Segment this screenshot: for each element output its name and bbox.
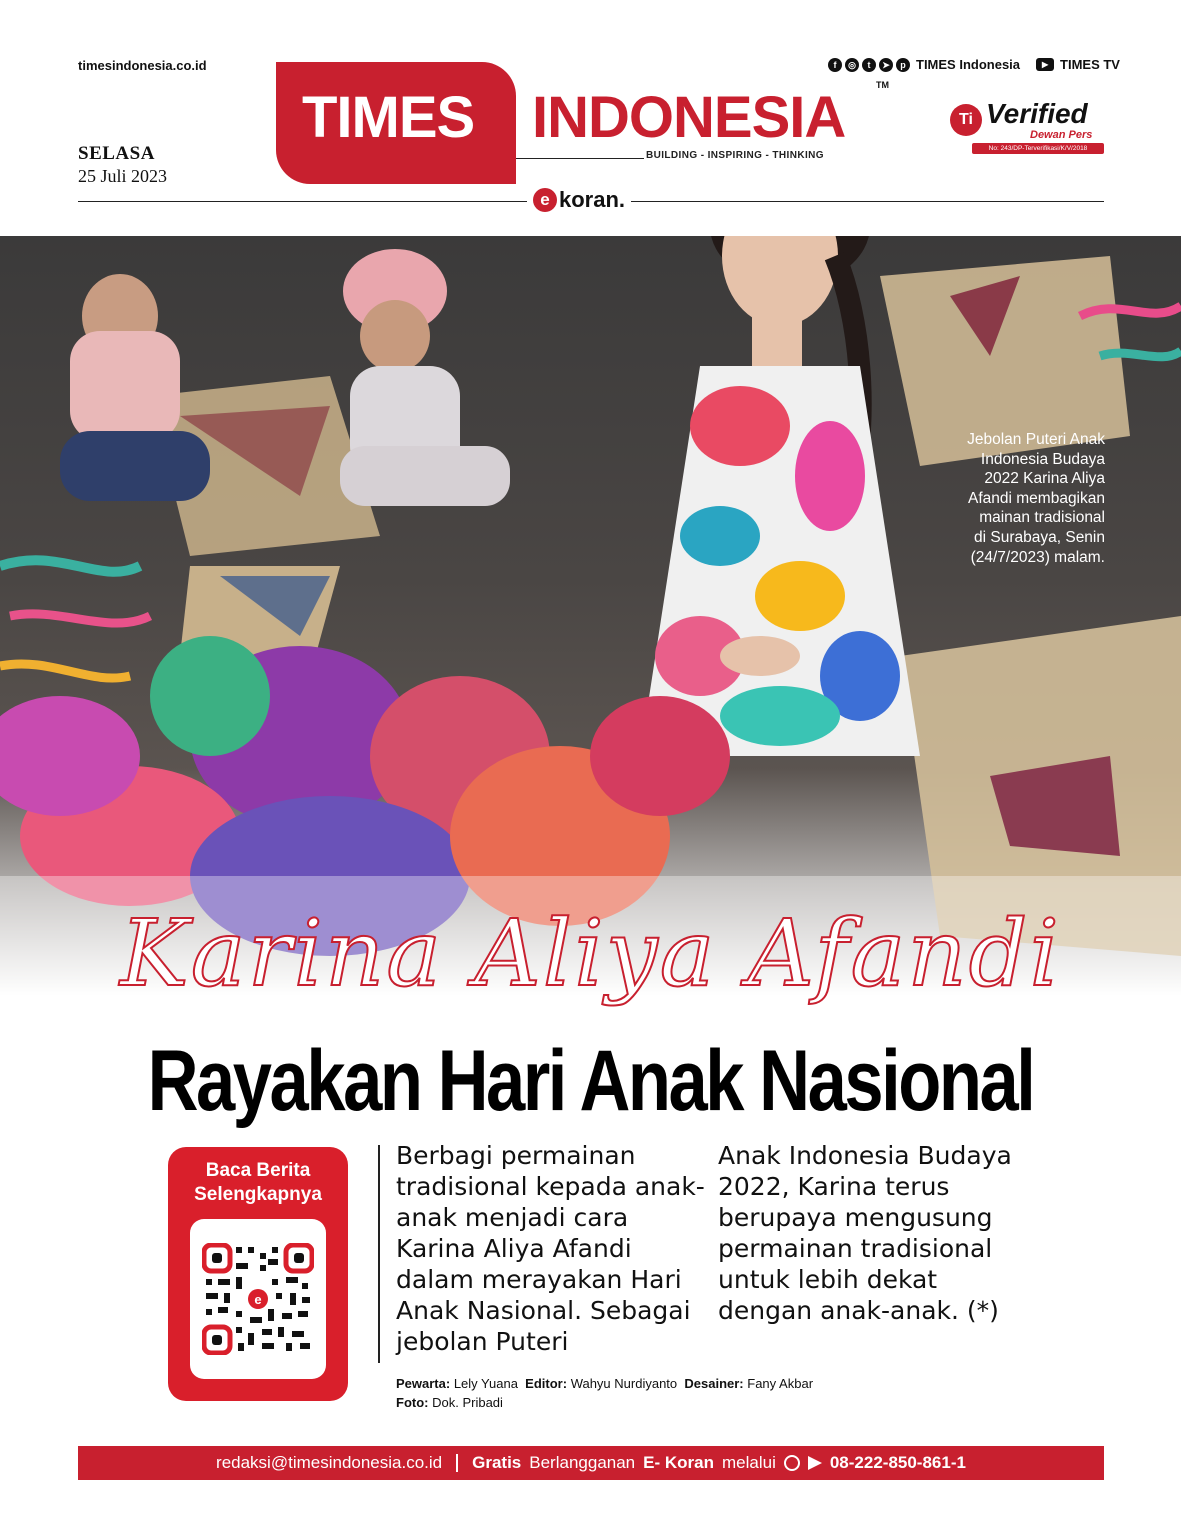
desainer-label: Desainer:: [684, 1376, 744, 1391]
credits-line-2: [396, 1393, 813, 1412]
date-day: SELASA: [78, 143, 155, 164]
credits-line-1: [396, 1374, 813, 1393]
verified-ti-icon: Ti: [950, 104, 982, 136]
foto-label: Foto:: [396, 1395, 429, 1410]
verified-badge: [948, 100, 1108, 156]
date-full: 25 Juli 2023: [78, 166, 168, 186]
footer-separator: [456, 1454, 458, 1472]
footer-berlangganan: Berlangganan: [529, 1453, 636, 1472]
telegram-icon[interactable]: [808, 1456, 822, 1470]
article-column-1: Berbagi permainan tradisional kepada anak-anak menjadi cara Karina Aliya Afandi dalam merayakan Hari Anak Nasional. Sebagai jebolan Puteri: [396, 1141, 705, 1356]
ekoran-e-icon: e: [533, 188, 557, 212]
qr-card[interactable]: [168, 1147, 348, 1401]
pewarta-label: Pewarta:: [396, 1376, 451, 1391]
facebook-icon[interactable]: f: [828, 58, 842, 72]
qr-code-box[interactable]: [190, 1219, 326, 1379]
verified-label: Verified: [986, 98, 1088, 129]
cover-photo: [0, 236, 1181, 996]
tv-label[interactable]: TIMES TV: [1060, 57, 1120, 72]
article-credits: [396, 1374, 813, 1412]
column-divider: [378, 1145, 380, 1363]
whatsapp-icon[interactable]: [784, 1455, 800, 1471]
ekoran-logo: [527, 185, 631, 215]
footer-ekoran: E- Koran: [643, 1453, 714, 1472]
instagram-icon[interactable]: ◎: [845, 58, 859, 72]
social-label[interactable]: TIMES Indonesia: [916, 57, 1021, 72]
youtube-icon[interactable]: ▶: [1036, 58, 1054, 71]
article-column-2: Anak Indonesia Budaya 2022, Karina terus berupaya mengusung permainan tradisional untuk lebih dekat dengan anak-anak. (*): [718, 1141, 1012, 1325]
pewarta-name: Lely Yuana: [453, 1376, 518, 1391]
logo-indonesia-text: INDONESIA: [532, 85, 846, 150]
qr-code-icon: [202, 1243, 314, 1355]
footer-bar: [78, 1446, 1104, 1480]
masthead-logo[interactable]: [276, 62, 889, 184]
qr-title: Baca Berita Selengkapnya: [194, 1160, 322, 1205]
footer-phone[interactable]: 08-222-850-861-1: [829, 1453, 966, 1472]
desainer-name: Fany Akbar: [747, 1376, 814, 1391]
pinterest-icon[interactable]: p: [896, 58, 910, 72]
photo-illustration: [0, 236, 1181, 996]
editor-label: Editor:: [525, 1376, 568, 1391]
logo-tagline: BUILDING - INSPIRING - THINKING: [646, 150, 824, 161]
footer-melalui: melalui: [721, 1453, 776, 1472]
footer-email[interactable]: redaksi@timesindonesia.co.id: [216, 1453, 443, 1472]
ekoran-label: koran.: [559, 187, 626, 212]
logo-trademark: TM: [876, 80, 889, 90]
foto-credit: Dok. Pribadi: [432, 1395, 503, 1410]
logo-times-text: TIMES: [302, 85, 475, 150]
editor-name: Wahyu Nurdiyanto: [570, 1376, 678, 1391]
footer-gratis: Gratis: [472, 1453, 522, 1472]
site-url[interactable]: timesindonesia.co.id: [78, 58, 207, 73]
verified-sub: Dewan Pers: [1030, 129, 1093, 141]
telegram-icon[interactable]: ➤: [879, 58, 893, 72]
photo-caption: Jebolan Puteri Anak Indonesia Budaya 2022 Karina Aliya Afandi membagikan mainan tradisional di Surabaya, Senin (24/7/2023) malam.: [967, 431, 1105, 566]
headline: Rayakan Hari Anak Nasional: [147, 1033, 1034, 1129]
twitter-icon[interactable]: t: [862, 58, 876, 72]
name-title: Karina Aliya Afandi: [120, 900, 1061, 1007]
logo-rule: [516, 158, 644, 159]
svg-text:e: e: [254, 1292, 262, 1307]
verified-number: No: 243/DP-Terverifikasi/K/V/2018: [972, 143, 1104, 154]
